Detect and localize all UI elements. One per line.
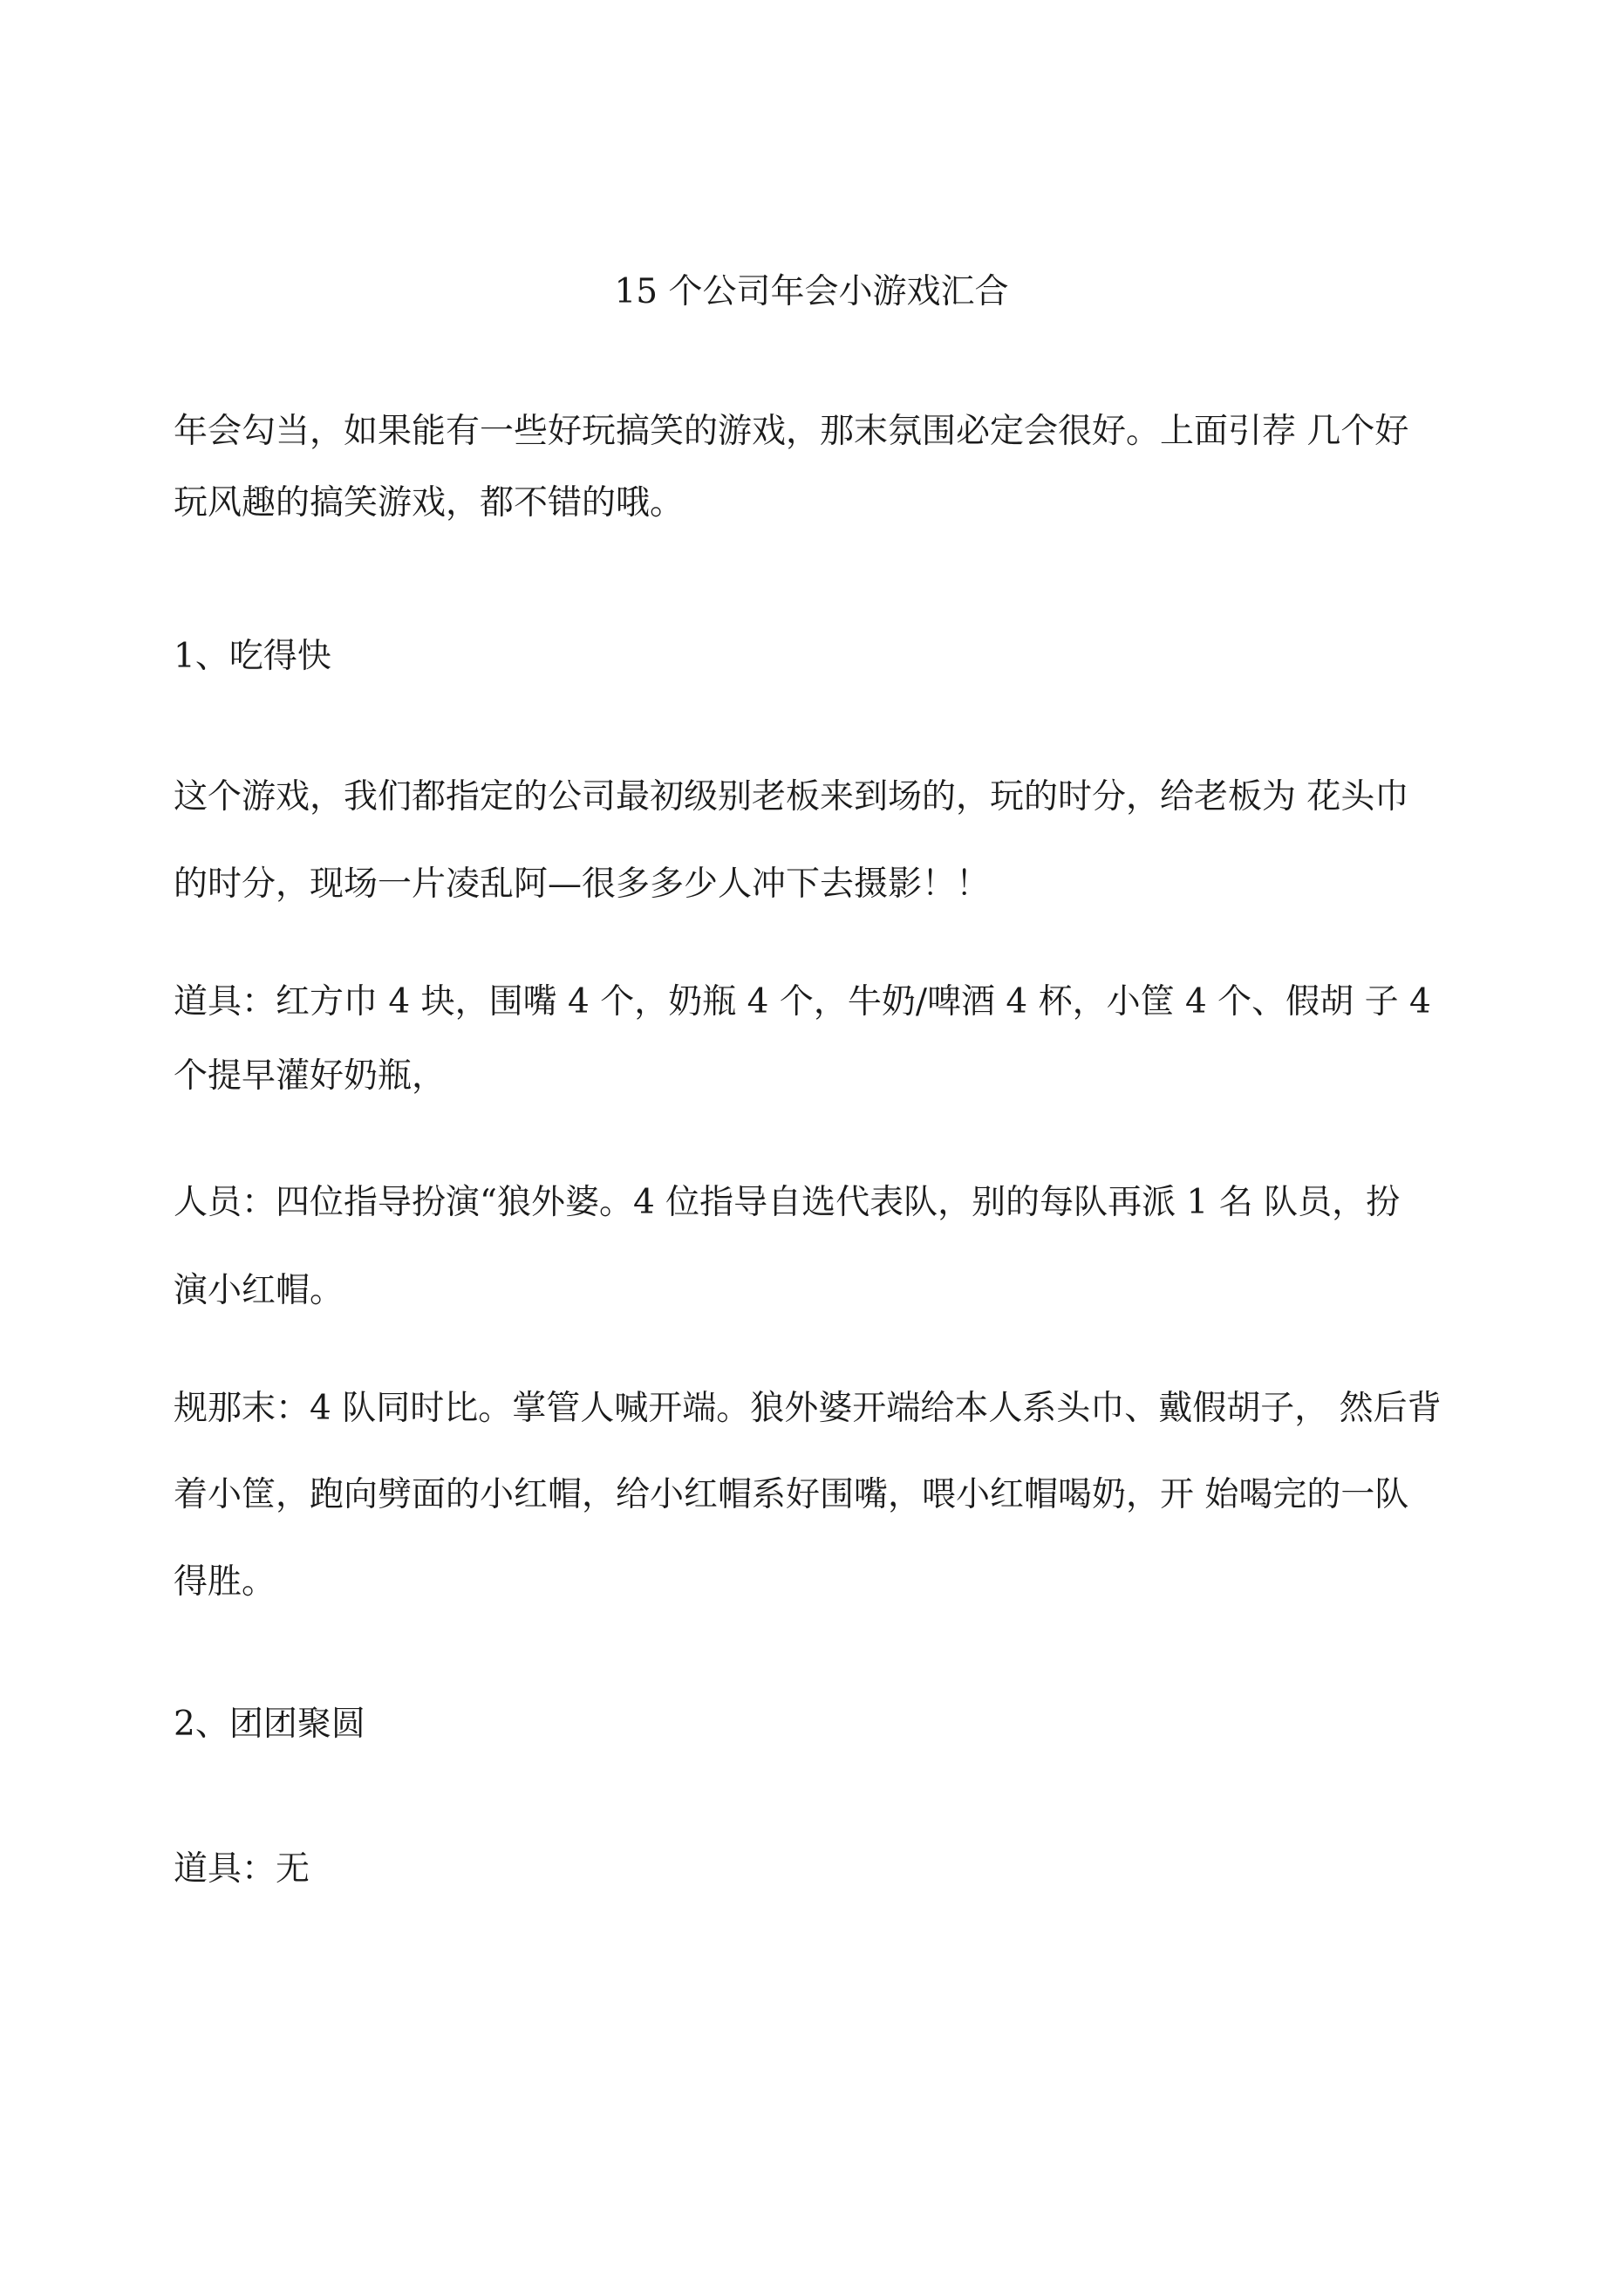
game-1-props-line-1: 道具：红方巾 4 块，围嘴 4 个，奶瓶 4 个，牛奶/啤酒 4 杯，小筐 4 个、假胡 子 4 bbox=[174, 982, 1431, 1022]
game-1-props-line-2: 个提早灌好奶瓶， bbox=[174, 1056, 447, 1096]
game-1-description-line-1: 这个游戏，我们都指定的公司最初级别老板来到场的，玩的时分，给老板为 花头巾 bbox=[174, 777, 1409, 817]
intro-line-2: 玩风趣的搞笑游戏，都不错的哦。 bbox=[174, 483, 685, 523]
game-1-people-line-2: 演小红帽。 bbox=[174, 1271, 344, 1310]
game-1-heading: 1、吃得快 bbox=[174, 637, 331, 676]
game-1-rules-line-2: 着小筐，跑向劈面的小红帽，给小红帽系好围嘴，喂小红帽喝奶，开 始喝完的一队 bbox=[174, 1475, 1409, 1514]
game-2-heading: 2、团团聚圆 bbox=[174, 1705, 365, 1744]
game-2-props: 道具：无 bbox=[174, 1849, 310, 1889]
game-1-rules-line-1: 规那末：4 队同时比。掌管人喊开端。狼外婆开端给本人系头巾、戴假胡子， 然后背 bbox=[174, 1389, 1442, 1428]
document-title: 15 个公司年会小游戏汇合 bbox=[614, 272, 1009, 311]
game-1-rules-line-3: 得胜。 bbox=[174, 1562, 276, 1602]
intro-line-1: 年会勾当，如果能有一些好玩搞笑的游戏，那末氛围必定会很好。上面引荐 几个好 bbox=[174, 412, 1409, 451]
game-1-description-line-2: 的时分，现场一片凌乱阿—很多多少人冲下去摄影！！ bbox=[174, 864, 991, 904]
game-1-people-line-1: 人员：四位指导扮演“狼外婆。4 位指导自选代表队，别的每队再派 1 名 队员，扮 bbox=[174, 1183, 1401, 1222]
